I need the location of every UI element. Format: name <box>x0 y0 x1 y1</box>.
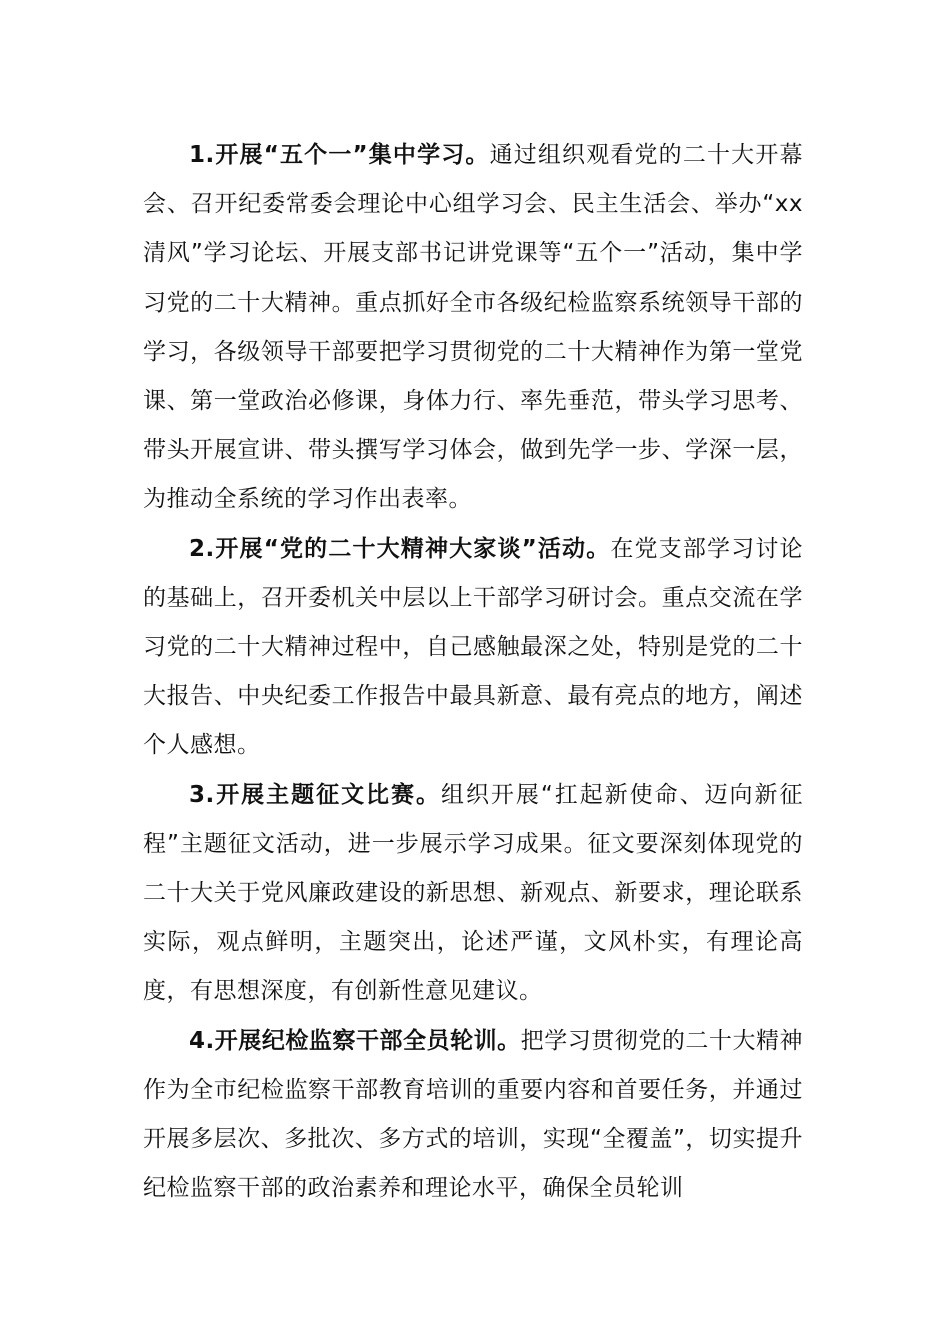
paragraph-2 <box>143 525 803 771</box>
paragraph-3-text: 组织开展“扛起新使命、迈向新征程”主题征文活动，进一步展示学习成果。征文要深刻体现党的二十大关于党风廉政建设的新思想、新观点、新要求，理论联系实际，观点鲜明，主题突出，论述严谨，文风朴实，有理论高度，有思想深度，有创新性意见建议。 <box>143 781 803 1005</box>
paragraph-1-heading: 1.开展“五个一”集中学习。 <box>189 142 490 168</box>
paragraph-1 <box>143 131 803 525</box>
paragraph-3 <box>143 771 803 1017</box>
document-body <box>143 131 803 1213</box>
paragraph-4-text: 把学习贯彻党的二十大精神作为全市纪检监察干部教育培训的重要内容和首要任务，并通过开展多层次、多批次、多方式的培训，实现“全覆盖”，切实提升纪检监察干部的政治素养和理论水平，确保全员轮训 <box>143 1027 804 1202</box>
paragraph-3-heading: 3.开展主题征文比赛。 <box>189 781 441 808</box>
paragraph-4 <box>143 1017 803 1214</box>
paragraph-2-heading: 2.开展“党的二十大精神大家谈”活动。 <box>189 535 611 562</box>
paragraph-4-heading: 4.开展纪检监察干部全员轮训。 <box>189 1027 521 1054</box>
paragraph-2-text: 在党支部学习讨论的基础上，召开委机关中层以上干部学习研讨会。重点交流在学习党的二十大精神过程中，自己感触最深之处，特别是党的二十大报告、中央纪委工作报告中最具新意、最有亮点的地方，阐述个人感想。 <box>143 535 803 759</box>
paragraph-1-text: 通过组织观看党的二十大开幕会、召开纪委常委会理论中心组学习会、民主生活会、举办“xx清风”学习论坛、开展支部书记讲党课等“五个一”活动，集中学习党的二十大精神。重点抓好全市各级纪检监察系统领导干部的学习，各级领导干部要把学习贯彻党的二十大精神作为第一堂党课、第一堂政治必修课，身体力行、率先垂范，带头学习思考、带头开展宣讲、带头撰写学习体会，做到先学一步、学深一层，为推动全系统的学习作出表率。 <box>143 142 803 513</box>
